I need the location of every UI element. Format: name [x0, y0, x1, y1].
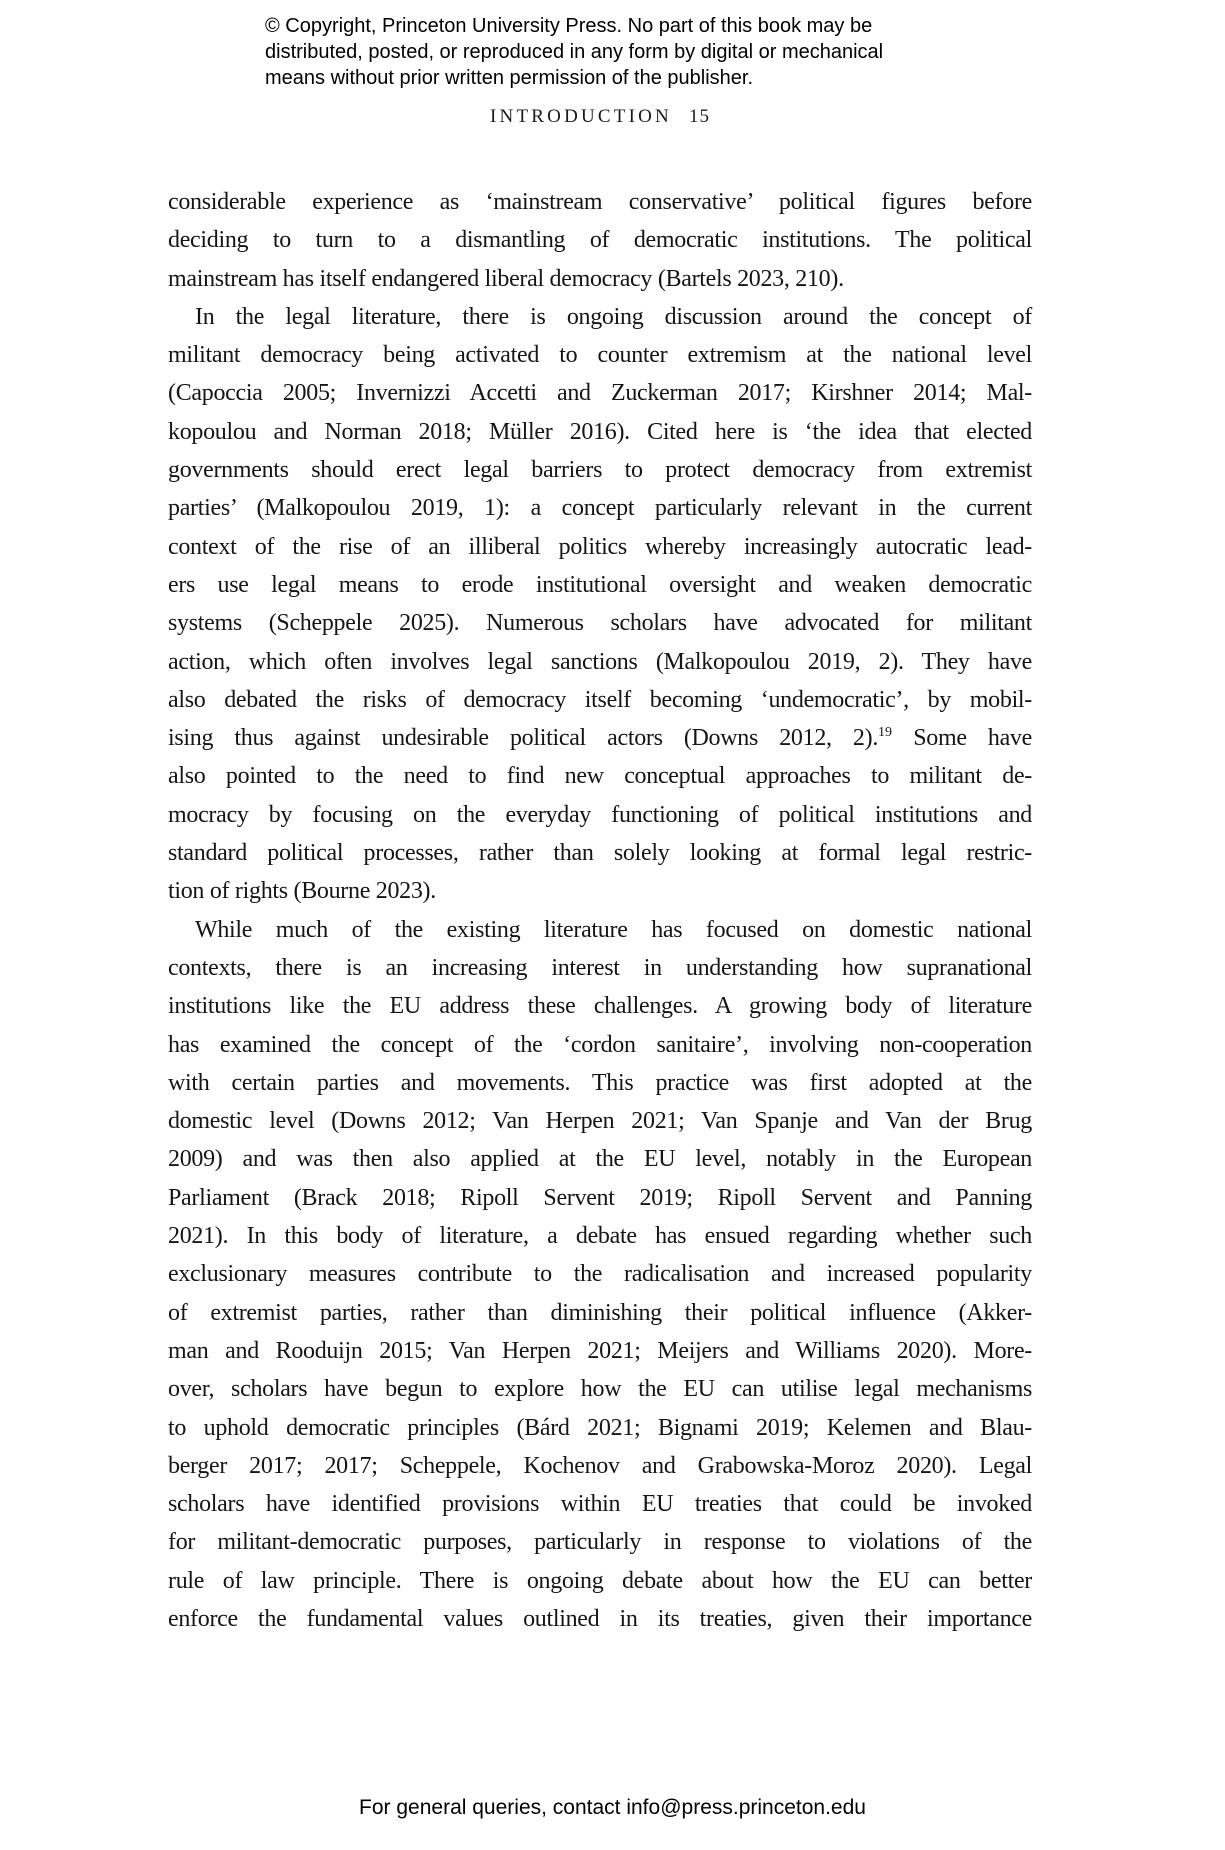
text-line: kopoulou and Norman 2018; Müller 2016). Cited here is ‘the idea that elected — [168, 418, 1032, 445]
copyright-notice — [265, 13, 883, 91]
text-line: parties’ (Malkopoulou 2019, 1): a concept particularly relevant in the current — [168, 495, 1032, 522]
text-line: domestic level (Downs 2012; Van Herpen 2021; Van Spanje and Van der Brug — [168, 1108, 1032, 1135]
text-line: enforce the fundamental values outlined in its treaties, given their importance — [168, 1605, 1032, 1632]
page-footer — [0, 1796, 1225, 1820]
text-line: with certain parties and movements. This practice was first adopted at the — [168, 1069, 1032, 1096]
body-text — [168, 183, 1032, 1638]
chapter-title: INTRODUCTION — [490, 106, 672, 127]
footnote-reference: 19 — [878, 725, 893, 741]
paragraph — [168, 911, 1032, 1639]
page-number: 15 — [688, 106, 710, 127]
text-line: of extremist parties, rather than diminishing their political influence (Akker- — [168, 1299, 1032, 1326]
text-line: institutions like the EU address these challenges. A growing body of literature — [168, 993, 1032, 1020]
text-line: 2009) and was then also applied at the EU level, notably in the European — [168, 1146, 1032, 1173]
copyright-line: © Copyright, Princeton University Press. No part of this book may be — [265, 15, 873, 37]
text-line: action, which often involves legal sanctions (Malkopoulou 2019, 2). They have — [168, 648, 1032, 675]
text-line: has examined the concept of the ‘cordon sanitaire’, involving non-cooperation — [168, 1031, 1032, 1058]
text-line: 2021). In this body of literature, a debate has ensued regarding whether such — [168, 1223, 1032, 1250]
paragraph — [168, 183, 1032, 298]
text-line: for militant-democratic purposes, particularly in response to violations of the — [168, 1529, 1032, 1556]
text-line: ers use legal means to erode institutional oversight and weaken democratic — [168, 571, 1032, 598]
text-line: mocracy by focusing on the everyday functioning of political institutions and — [168, 801, 1032, 828]
text-line — [168, 719, 1032, 757]
text-line: considerable experience as ‘mainstream conservative’ political figures before — [168, 189, 1032, 215]
text-line: to uphold democratic principles (Bárd 2021; Bignami 2019; Kelemen and Blau- — [168, 1414, 1032, 1441]
text-line: deciding to turn to a dismantling of democratic institutions. The political — [168, 227, 1032, 254]
text-line: contexts, there is an increasing interest in understanding how supranational — [168, 954, 1032, 981]
text-line: also debated the risks of democracy itself becoming ‘undemocratic’, by mobil- — [168, 686, 1032, 713]
text-line: Parliament (Brack 2018; Ripoll Servent 2019; Ripoll Servent and Panning — [168, 1184, 1032, 1211]
text-line: In the legal literature, there is ongoing discussion around the concept of — [195, 303, 1032, 330]
text-line: mainstream has itself endangered liberal democracy (Bartels 2023, 210). — [168, 265, 844, 292]
footer-contact-text: For general queries, contact info@press.princeton.edu — [359, 1796, 866, 1819]
copyright-line: means without prior written permission of the publisher. — [265, 67, 754, 89]
text-line: governments should erect legal barriers to protect democracy from extremist — [168, 457, 1032, 484]
running-head — [168, 106, 1032, 128]
text-segment: ising thus against undesirable political actors (Downs 2012, 2). — [168, 725, 879, 752]
text-line: While much of the existing literature has focused on domestic national — [195, 916, 1032, 943]
text-line: exclusionary measures contribute to the radicalisation and increased popularity — [168, 1261, 1032, 1288]
text-line: systems (Scheppele 2025). Numerous scholars have advocated for militant — [168, 610, 1032, 637]
text-segment: Some have — [892, 725, 1032, 752]
text-line: over, scholars have begun to explore how the EU can utilise legal mechanisms — [168, 1376, 1032, 1403]
text-line: berger 2017; 2017; Scheppele, Kochenov and Grabowska-Moroz 2020). Legal — [168, 1452, 1032, 1479]
text-line: tion of rights (Bourne 2023). — [168, 878, 436, 905]
text-line: context of the rise of an illiberal politics whereby increasingly autocratic lead- — [168, 533, 1032, 560]
text-line: militant democracy being activated to counter extremism at the national level — [168, 342, 1032, 369]
copyright-line: distributed, posted, or reproduced in any form by digital or mechanical — [265, 41, 884, 63]
text-line: rule of law principle. There is ongoing debate about how the EU can better — [168, 1567, 1032, 1594]
text-line: also pointed to the need to find new conceptual approaches to militant de- — [168, 763, 1032, 790]
text-line: standard political processes, rather than solely looking at formal legal restric- — [168, 840, 1032, 867]
text-line: (Capoccia 2005; Invernizzi Accetti and Zuckerman 2017; Kirshner 2014; Mal- — [168, 380, 1032, 407]
text-line: scholars have identified provisions within EU treaties that could be invoked — [168, 1491, 1032, 1518]
paragraph — [168, 298, 1032, 911]
text-line: man and Rooduijn 2015; Van Herpen 2021; Meijers and Williams 2020). More- — [168, 1337, 1032, 1364]
